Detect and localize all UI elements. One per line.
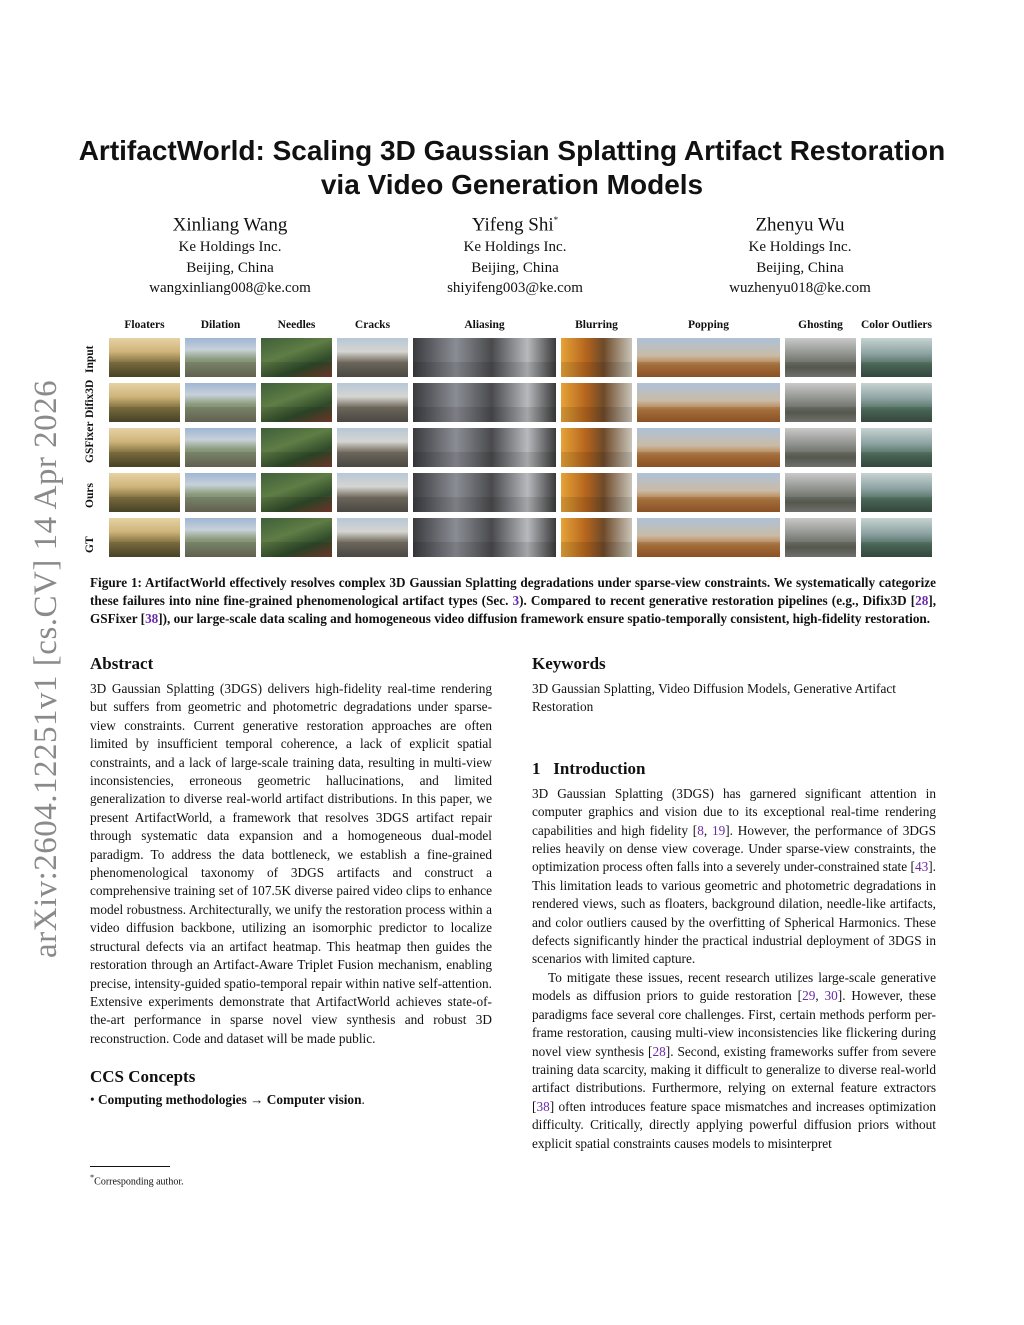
figure-caption [90,574,936,629]
ccs-concept: Computing methodologies → Computer vision [97,1092,362,1108]
citation-link[interactable]: 38 [145,611,159,627]
figure-image-gt-ghosting [784,517,857,558]
figure-image-ours-aliasing [412,472,557,513]
figure-image-ours-blurring [560,472,633,513]
introduction-heading: 1 Introduction [532,758,646,778]
figure-image-ours-ghosting [784,472,857,513]
figure-image-gt-popping [636,517,781,558]
author-affiliation: Ke Holdings Inc. [178,239,282,256]
figure-image-gsfixer-popping [636,427,781,468]
figure-image-gsfixer-color-outliers [860,427,933,468]
figure-image-difix3d-cracks [336,382,409,423]
figure-image-gt-color-outliers [860,517,933,558]
caption-text: ]), our large-scale data scaling and homogeneous video diffusion framework ensure spatio-temporally consistent, high-fidelity restoration. [158,611,931,627]
figure-image-difix3d-color-outliers [860,382,933,423]
intro-text: 3D Gaussian Splatting (3DGS) has garnered significant attention in computer graphics and vision due to its exceptional real-time rendering capabilities and high fidelity [ [532,785,936,838]
intro-text: ]. However, these paradigms face several core challenges. First, certain methods perform per-frame restoration, causing multi-view inconsistencies like flickering during novel view synthesis [ [532,988,936,1059]
figure-image-ours-popping [636,472,781,513]
column-header-needles: Needles [277,319,316,331]
footnote-mark: * [90,1173,95,1182]
row-label-difix3d: Difix3D [84,379,96,418]
abstract-text: 3D Gaussian Splatting (3DGS) delivers high-fidelity real-time rendering but suffers from geometric and photometric degradations under sparse-view constraints. Current generative restoration approaches are often limited by insufficient temporal coherence, a lack of explicit spatial constraints, and a lack of large-scale training data, resulting in multi-view inconsistencies, erroneous geometric hallucinations, and limited generalization to diverse real-world artifact distributions. In this paper, we present ArtifactWorld, a framework that resolves 3DGS artifact repair through systematic data expansion and a homogeneous dual-model paradigm. To address the data bottleneck, we establish a fine-grained phenomenological taxonomy of 3DGS artifacts and construct a comprehensive training set of 107.5K diverse paired video clips to enhance model robustness. Architecturally, we unify the restoration process within a video diffusion backbone, utilizing an isomorphic predictor to localize structural defects via an artifact heatmap. This heatmap then guides the restoration through an Artifact-Aware Triplet Fusion mechanism, enabling precise, intensity-guided spatio-temporal repair within native self-attention. Extensive experiments demonstrate that ArtifactWorld achieves state-of-the-art performance in sparse novel view synthesis and robust 3D reconstruction. Code and dataset will be made public. [90,681,492,1046]
intro-text: ]. However, the performance of 3DGS relies heavily on dense view coverage. Under sparse-view constraints, the optimization process often falls into a severely under-constrained state [ [532,822,936,875]
caption-text: ). Compared to recent generative restoration pipelines (e.g., Difix3D [ [519,593,916,609]
figure-image-gt-blurring [560,517,633,558]
author-location: Beijing, China [756,259,844,276]
ccs-bullet: • [90,1092,95,1108]
figure-image-gt-floaters [108,517,181,558]
figure-image-gsfixer-ghosting [784,427,857,468]
figure-image-gsfixer-aliasing [412,427,557,468]
citation-link[interactable]: 43 [914,859,929,875]
author-email[interactable]: wangxinliang008@ke.com [149,280,311,297]
keywords-text: 3D Gaussian Splatting, Video Diffusion Models, Generative Artifact Restoration [532,681,896,715]
column-header-floaters: Floaters [124,319,165,331]
figure-image-ours-color-outliers [860,472,933,513]
intro-text: , [815,988,825,1004]
citation-link[interactable]: 38 [536,1098,550,1114]
intro-text: ]. Second, existing frameworks suffer from severe training data scarcity, making it difficult to generalize to diverse real-world artifact distributions. Furthermore, relying on external feature extractors [ [532,1043,936,1114]
author-email[interactable]: wuzhenyu018@ke.com [729,280,871,297]
footnote-rule [90,1166,170,1167]
figure-image-input-ghosting [784,337,857,378]
figure-image-difix3d-needles [260,382,333,423]
author-location: Beijing, China [186,259,274,276]
column-header-blurring: Blurring [575,319,618,331]
figure-image-difix3d-dilation [184,382,257,423]
column-header-dilation: Dilation [200,319,241,331]
figure-image-gt-aliasing [412,517,557,558]
figure-image-difix3d-popping [636,382,781,423]
column-header-cracks: Cracks [354,319,391,331]
intro-text: , [703,822,712,838]
figure-image-difix3d-blurring [560,382,633,423]
author-email[interactable]: shiyifeng003@ke.com [447,280,583,297]
intro-text: ]. This limitation leads to various geometric and photometric degradations in rendered views, such as floaters, background dilation, needle-like artifacts, and color outliers caused by the overfitting of Spherical Harmonics. These defects significantly hinder the practical industrial deployment of 3DGS in scenarios with limited capture. [532,859,936,967]
figure-image-gsfixer-needles [260,427,333,468]
intro-paragraph-1 [532,785,936,969]
abstract-heading: Abstract [90,654,154,673]
left-column [90,654,492,1109]
figure-image-difix3d-floaters [108,382,181,423]
caption-text: ], GSFixer [ [90,593,937,627]
figure-image-ours-cracks [336,472,409,513]
footnote [90,1173,184,1187]
section-link[interactable]: 3 [512,593,520,609]
right-column [532,654,936,1153]
column-header-popping: Popping [688,319,729,331]
figure-image-gt-dilation [184,517,257,558]
author-block [90,208,940,299]
author-name: Yifeng Shi [471,214,554,236]
column-header-ghosting: Ghosting [798,319,843,331]
footnote-text: Corresponding author. [94,1176,184,1188]
figure-image-difix3d-aliasing [412,382,557,423]
author-name: Zhenyu Wu [755,214,845,236]
figure-image-input-color-outliers [860,337,933,378]
citation-link[interactable]: 29 [802,988,816,1004]
figure-image-ours-dilation [184,472,257,513]
row-label-gsfixer: GSFixer [84,421,96,463]
row-label-input: Input [84,345,96,373]
figure-image-input-popping [636,337,781,378]
figure-image-gsfixer-dilation [184,427,257,468]
title-line-1: ArtifactWorld: Scaling 3D Gaussian Splatting Artifact Restoration [78,135,946,166]
citation-link[interactable]: 19 [711,822,726,838]
author-affiliation: Ke Holdings Inc. [748,239,852,256]
row-label-gt: GT [84,536,96,553]
author-1 [90,208,370,299]
author-mark: * [553,215,559,225]
figure-image-gt-needles [260,517,333,558]
column-header-aliasing: Aliasing [464,319,505,331]
author-2 [375,208,655,299]
citation-link[interactable]: 30 [824,988,838,1004]
row-label-ours: Ours [84,483,96,508]
figure-image-gsfixer-floaters [108,427,181,468]
figure-image-gsfixer-blurring [560,427,633,468]
figure-image-input-needles [260,337,333,378]
author-location: Beijing, China [471,259,559,276]
citation-link[interactable]: 28 [652,1043,666,1059]
figure-comparison-grid [86,317,938,561]
citation-link[interactable]: 28 [915,593,929,609]
ccs-period: . [361,1092,365,1108]
figure-image-gt-cracks [336,517,409,558]
arxiv-identifier: arXiv:2604.12251v1 [cs.CV] 14 Apr 2026 [28,379,64,958]
caption-text: Figure 1: ArtifactWorld effectively resolves complex 3D Gaussian Splatting degradations under sparse-view constraints. We systematically categorize these failures into nine fine-grained phenomenological artifact types (Sec. [90,575,936,609]
figure-image-difix3d-ghosting [784,382,857,423]
figure-image-input-floaters [108,337,181,378]
figure-image-gsfixer-cracks [336,427,409,468]
intro-text: To mitigate these issues, recent research utilizes large-scale generative models as diffusion priors to guide restoration [ [532,969,936,1004]
intro-paragraph-2 [532,969,936,1153]
citation-link[interactable]: 8 [697,822,704,838]
paper-title [60,134,964,202]
keywords-heading: Keywords [532,654,606,673]
column-header-color-outliers: Color Outliers [860,319,933,331]
figure-image-ours-needles [260,472,333,513]
ccs-concepts [90,1091,492,1109]
author-affiliation: Ke Holdings Inc. [463,239,567,256]
figure-image-input-dilation [184,337,257,378]
author-name: Xinliang Wang [172,214,288,236]
figure-image-ours-floaters [108,472,181,513]
author-3 [660,208,940,299]
figure-image-input-aliasing [412,337,557,378]
intro-text: ] often introduces feature space mismatches and increases optimization difficulty. Critically, directly applying powerful diffusion priors without explicit spatial constraints causes models to misinterpret [532,1098,936,1151]
ccs-heading: CCS Concepts [90,1067,196,1087]
title-line-2: via Video Generation Models [320,169,704,200]
figure-image-input-cracks [336,337,409,378]
figure-image-input-blurring [560,337,633,378]
